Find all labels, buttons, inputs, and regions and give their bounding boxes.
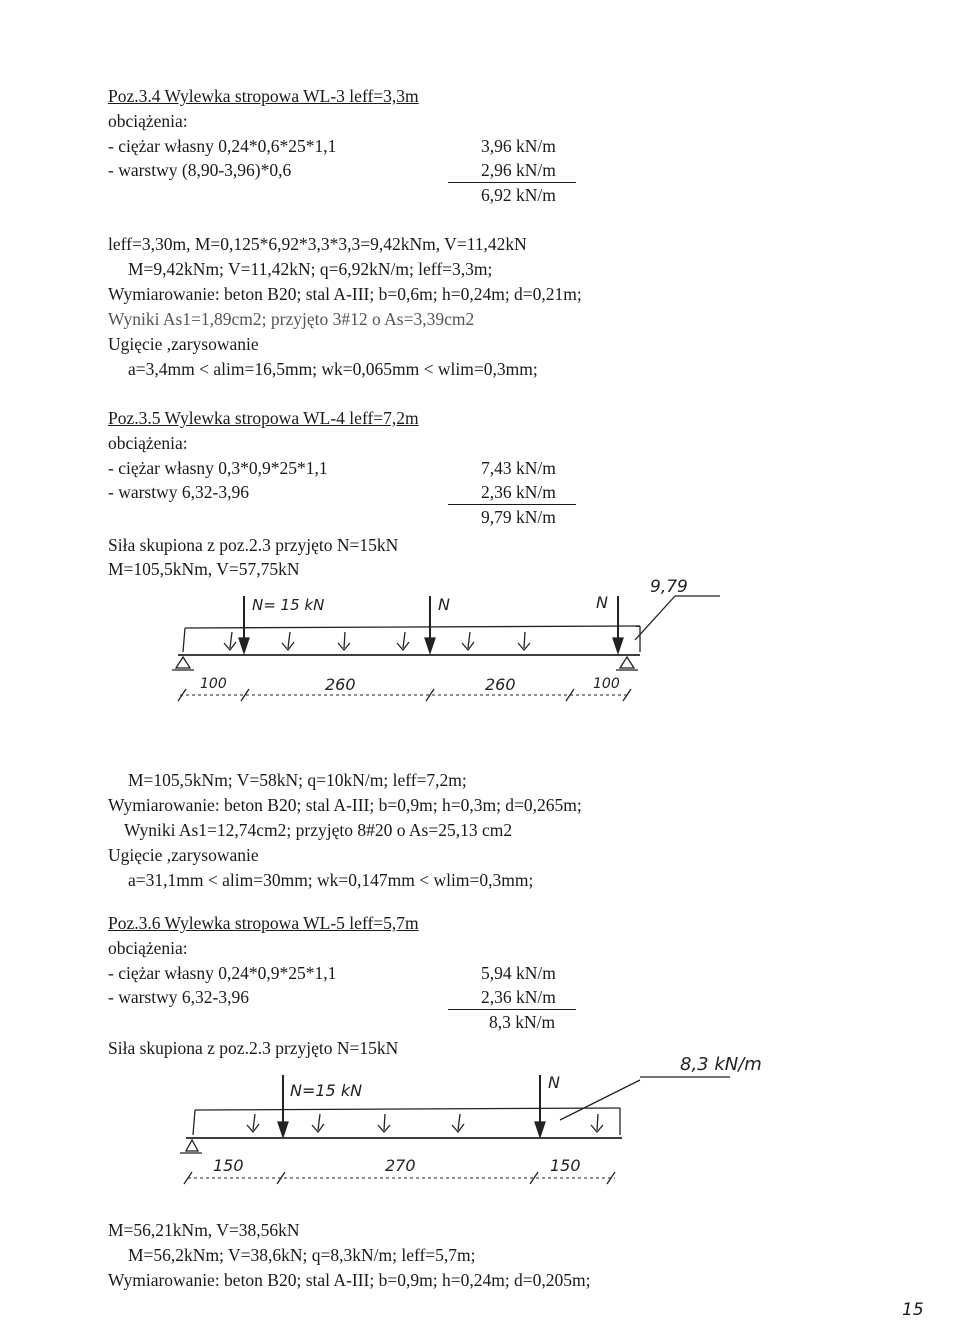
design-line: Wymiarowanie: beton B20; stal A-III; b=0,6m; h=0,24m; d=0,21m; bbox=[108, 284, 582, 304]
load-value: 5,94 kN/m bbox=[481, 963, 556, 983]
dimension-label: 100 bbox=[593, 676, 620, 692]
point-load-label: N=15 kN bbox=[290, 1081, 363, 1100]
q-label: 8,3 kN/m bbox=[680, 1054, 762, 1075]
load-line: - ciężar własny 0,3*0,9*25*1,1 bbox=[108, 458, 328, 478]
dimension-label: 150 bbox=[550, 1156, 581, 1175]
load-line: - ciężar własny 0,24*0,6*25*1,1 bbox=[108, 136, 337, 156]
load-sum: 8,3 kN/m bbox=[489, 1012, 556, 1032]
design-line: Wymiarowanie: beton B20; stal A-III; b=0,9m; h=0,3m; d=0,265m; bbox=[108, 795, 582, 815]
deflection-line: a=3,4mm < alim=16,5mm; wk=0,065mm < wlim=0,3mm; bbox=[128, 359, 538, 379]
point-load-line: Siła skupiona z poz.2.3 przyjęto N=15kN bbox=[108, 1038, 399, 1058]
load-value: 3,96 kN/m bbox=[481, 136, 556, 156]
calc-summary: M=56,2kNm; V=38,6kN; q=8,3kN/m; leff=5,7m; bbox=[128, 1245, 476, 1265]
calc-summary: M=105,5kNm; V=58kN; q=10kN/m; leff=7,2m; bbox=[128, 770, 467, 790]
load-value: 2,96 kN/m bbox=[481, 160, 556, 180]
load-line: - warstwy 6,32-3,96 bbox=[108, 482, 249, 502]
point-load-label: N bbox=[548, 1073, 560, 1092]
load-value: 2,36 kN/m bbox=[481, 987, 556, 1007]
point-load-label: N bbox=[596, 593, 608, 612]
load-value: 2,36 kN/m bbox=[481, 482, 556, 502]
deflection-label: Ugięcie ,zarysowanie bbox=[108, 845, 259, 865]
point-load-label: N= 15 kN bbox=[252, 596, 325, 614]
page-number: 15 bbox=[902, 1300, 924, 1320]
load-arrow bbox=[247, 1114, 259, 1132]
deflection-line: a=31,1mm < alim=30mm; wk=0,147mm < wlim=0,3mm; bbox=[128, 870, 534, 890]
load-top-line bbox=[195, 1108, 620, 1110]
left-support bbox=[186, 1140, 198, 1151]
section-heading-3-5: Poz.3.5 Wylewka stropowa WL-4 leff=7,2m bbox=[108, 408, 419, 428]
point-load-label: N bbox=[438, 595, 450, 614]
point-load-n1-head bbox=[278, 1122, 288, 1137]
load-line: - warstwy 6,32-3,96 bbox=[108, 987, 249, 1007]
moment-shear-line: M=105,5kNm, V=57,75kN bbox=[108, 559, 300, 579]
design-line: Wymiarowanie: beton B20; stal A-III; b=0,9m; h=0,24m; d=0,205m; bbox=[108, 1270, 591, 1290]
load-left-edge bbox=[193, 1110, 195, 1135]
q-leader bbox=[560, 1080, 640, 1120]
results-line: Wyniki As1=12,74cm2; przyjęto 8#20 o As=25,13 cm2 bbox=[124, 820, 513, 840]
dimension-label: 150 bbox=[213, 1156, 244, 1175]
load-sum: 9,79 kN/m bbox=[481, 507, 556, 527]
calc-summary: M=9,42kNm; V=11,42kN; q=6,92kN/m; leff=3,3m; bbox=[128, 259, 493, 279]
dimension-label: 270 bbox=[385, 1156, 416, 1175]
loads-label: obciążenia: bbox=[108, 111, 188, 131]
load-arrow bbox=[312, 1114, 324, 1132]
load-value: 7,43 kN/m bbox=[481, 458, 556, 478]
results-line: Wyniki As1=1,89cm2; przyjęto 3#12 o As=3,39cm2 bbox=[108, 309, 475, 329]
section-heading-3-6: Poz.3.6 Wylewka stropowa WL-5 leff=5,7m bbox=[108, 913, 419, 933]
load-line: - ciężar własny 0,24*0,9*25*1,1 bbox=[108, 963, 337, 983]
point-load-n2-head bbox=[535, 1122, 545, 1137]
dimension-label: 100 bbox=[200, 676, 227, 692]
load-arrow bbox=[591, 1114, 603, 1132]
moment-shear-line: M=56,21kNm, V=38,56kN bbox=[108, 1220, 300, 1240]
loads-label: obciążenia: bbox=[108, 433, 188, 453]
section-heading-3-4: Poz.3.4 Wylewka stropowa WL-3 leff=3,3m bbox=[108, 86, 419, 106]
deflection-label: Ugięcie ,zarysowanie bbox=[108, 334, 259, 354]
point-load-line: Siła skupiona z poz.2.3 przyjęto N=15kN bbox=[108, 535, 399, 555]
load-arrow bbox=[452, 1114, 464, 1132]
load-line: - warstwy (8,90-3,96)*0,6 bbox=[108, 160, 292, 180]
dimension-label: 260 bbox=[485, 675, 516, 694]
dimension-label: 260 bbox=[325, 675, 356, 694]
calc-line: leff=3,30m, M=0,125*6,92*3,3*3,3=9,42kNm, V=11,42kN bbox=[108, 234, 527, 254]
q-label: 9,79 bbox=[650, 577, 688, 597]
load-arrow bbox=[378, 1114, 390, 1132]
load-sum: 6,92 kN/m bbox=[481, 185, 556, 205]
loads-label: obciążenia: bbox=[108, 938, 188, 958]
